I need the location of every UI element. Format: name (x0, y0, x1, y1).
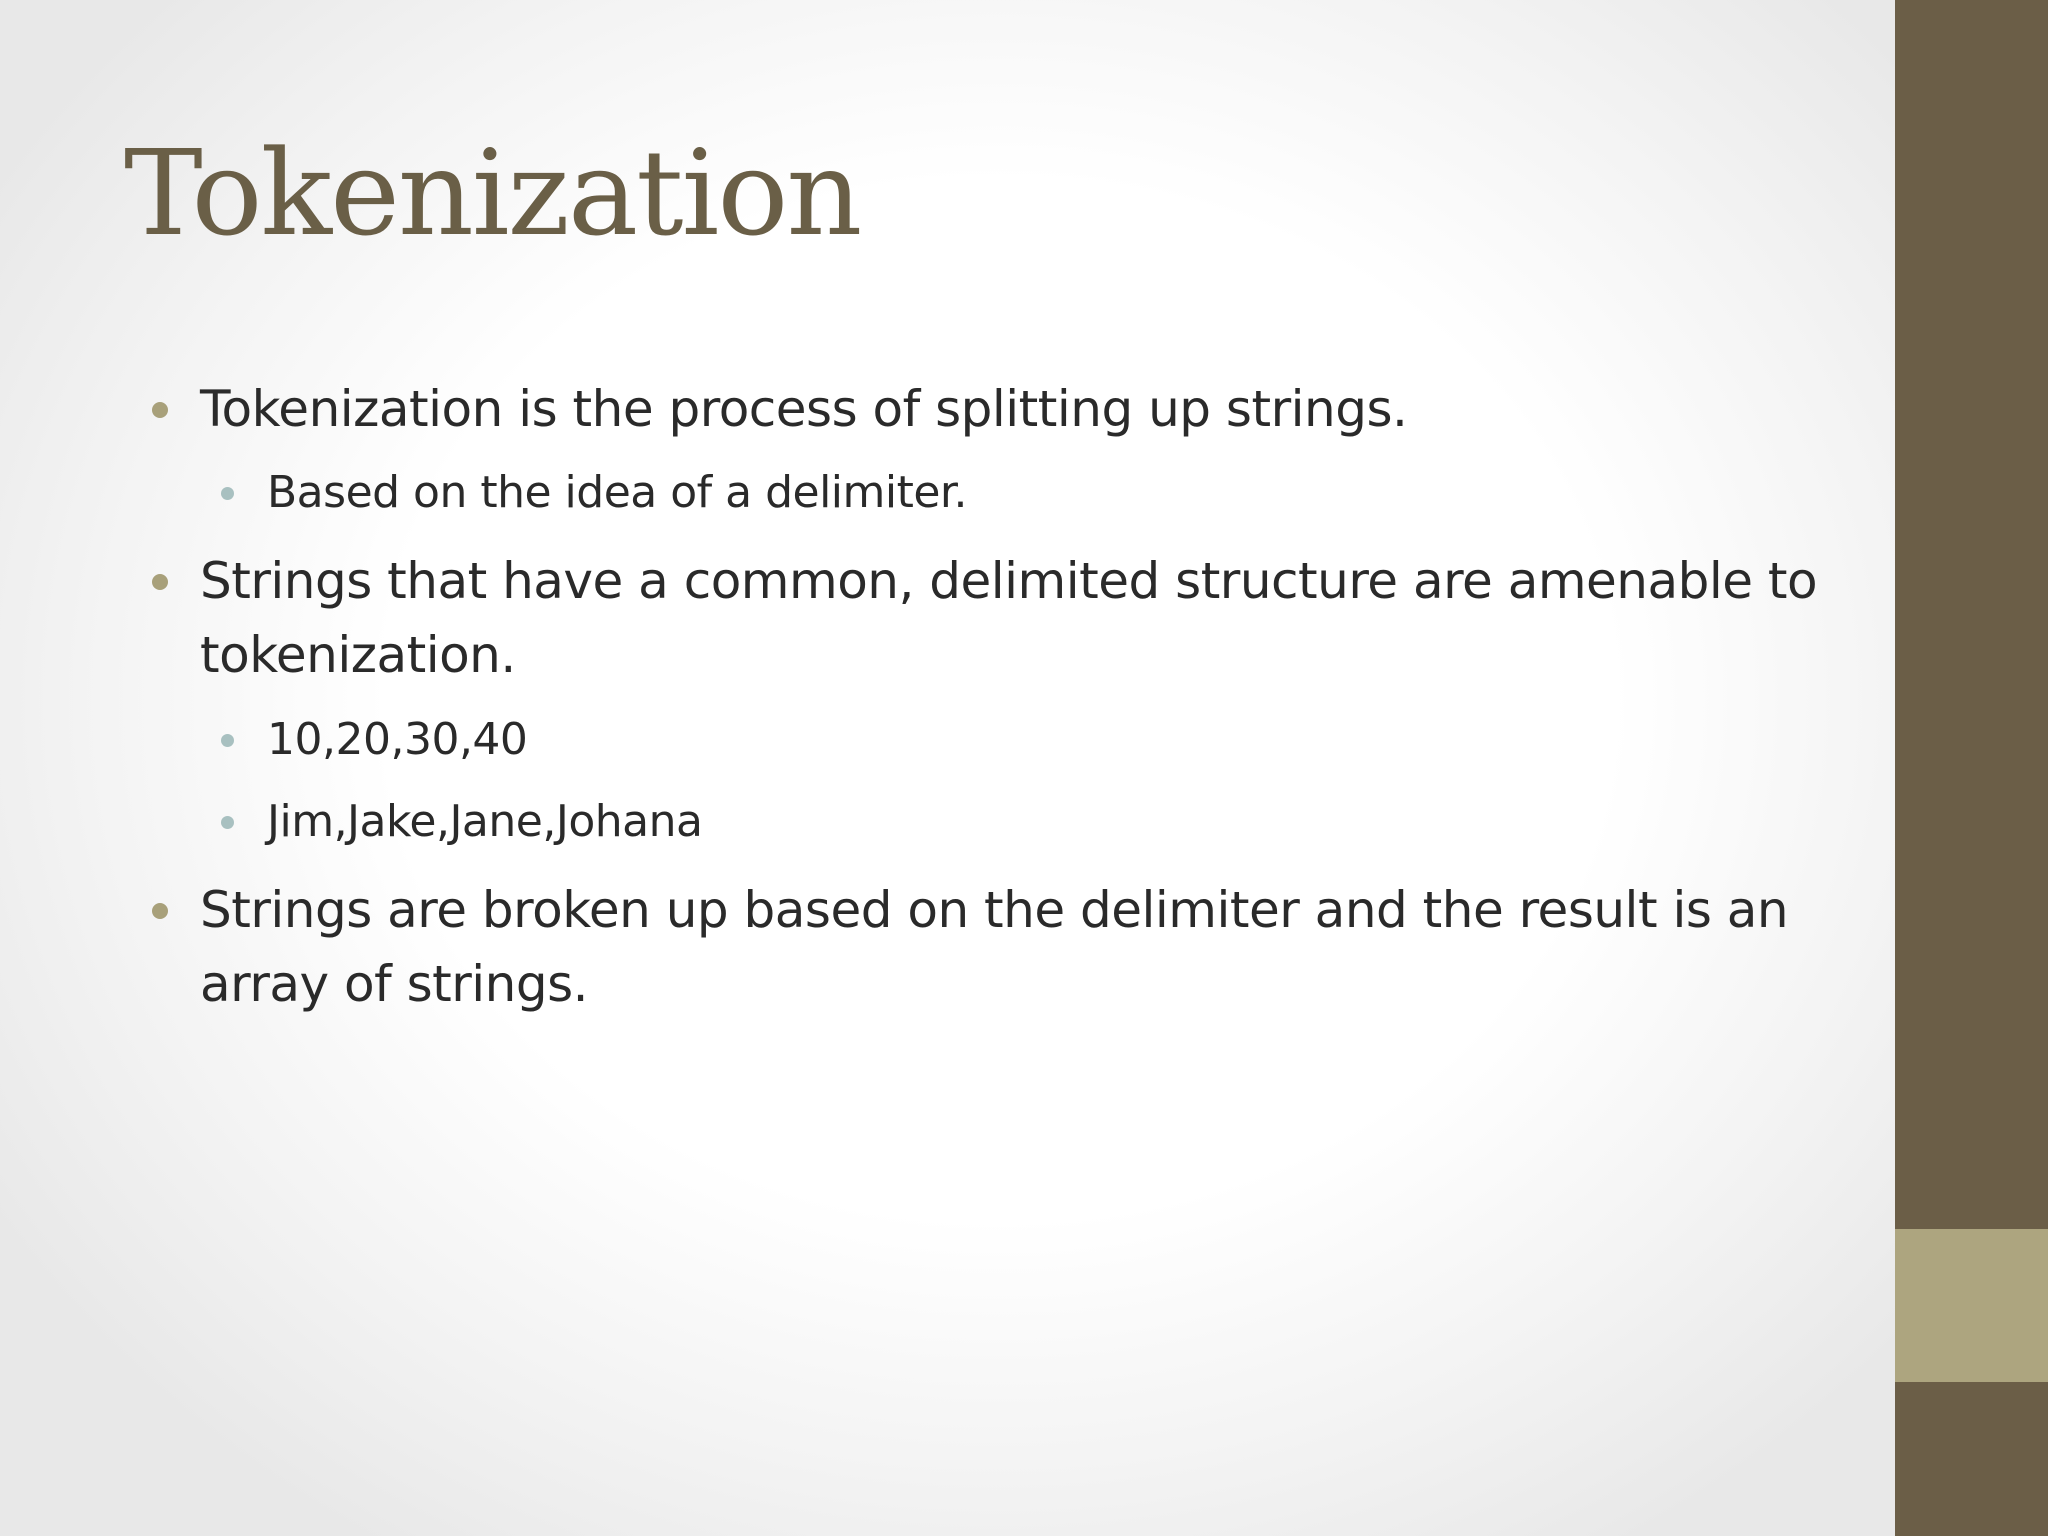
sub-bullet-dot-icon (221, 734, 234, 747)
sub-bullet-dot-icon (221, 816, 234, 829)
sub-bullet-text: Jim,Jake,Jane,Johana (267, 796, 703, 847)
sub-bullet-item-3 (267, 791, 1817, 853)
sub-bullet-item-1 (267, 462, 1817, 524)
sub-bullet-dot-icon (221, 487, 234, 500)
sub-bullet-text: Based on the idea of a delimiter. (267, 467, 967, 518)
bullet-dot-icon (152, 574, 168, 590)
bullet-item-2 (200, 544, 1820, 692)
slide-title: Tokenization (124, 124, 861, 262)
side-accent-block (1895, 1229, 2048, 1382)
bullet-text: Strings that have a common, delimited structure are amenable to tokenization. (200, 552, 1818, 684)
bullet-item-3 (200, 873, 1820, 1021)
bullet-dot-icon (152, 903, 168, 919)
sub-bullet-text: 10,20,30,40 (267, 714, 528, 765)
sub-bullet-item-2 (267, 709, 1817, 771)
bullet-text: Strings are broken up based on the delimiter and the result is an array of strings. (200, 881, 1789, 1013)
bullet-item-1 (200, 372, 1820, 446)
bullet-text: Tokenization is the process of splitting up strings. (200, 380, 1408, 438)
bullet-dot-icon (152, 402, 168, 418)
